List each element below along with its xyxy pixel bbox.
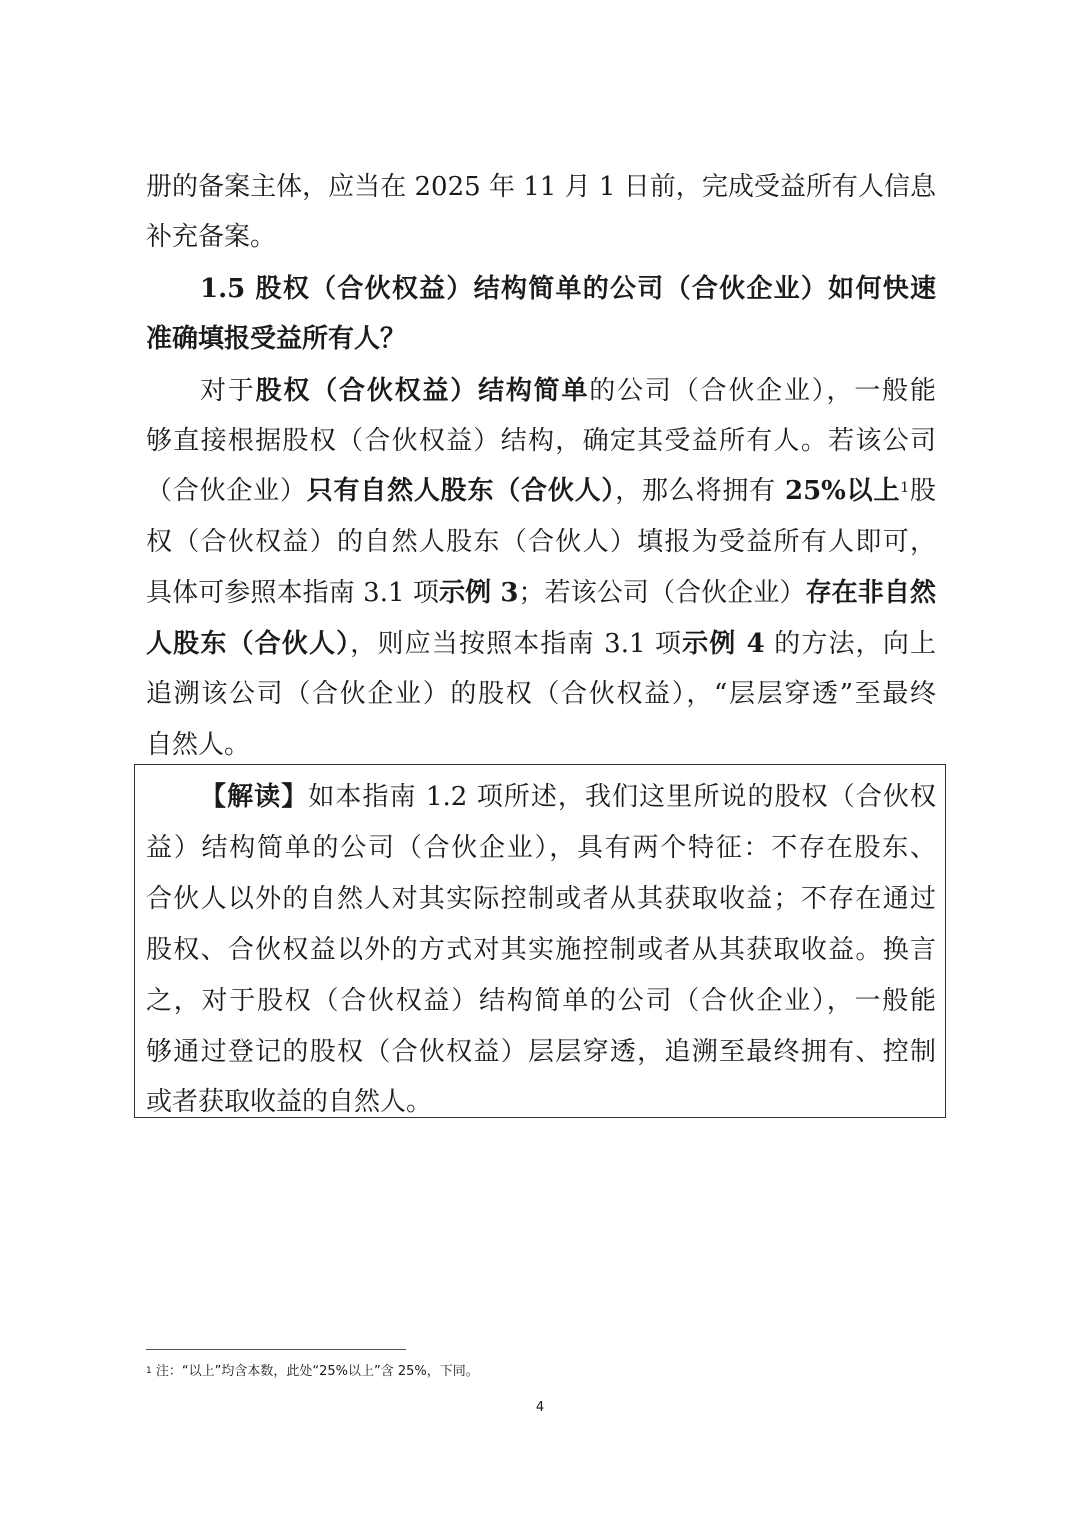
body-line: 够直接根据股权（合伙权益）结构，确定其受益所有人。若该公司 [146, 426, 936, 456]
box-line: 股权、合伙权益以外的方式对其实施控制或者从其获取收益。换言 [146, 935, 936, 965]
footnote-separator [146, 1349, 406, 1350]
footnote-mark: 1 [146, 1366, 152, 1376]
footnote-ref: 1 [900, 480, 910, 496]
body-line: 权（合伙权益）的自然人股东（合伙人）填报为受益所有人即可， [146, 527, 936, 557]
box-line: 或者获取收益的自然人。 [146, 1087, 433, 1117]
body-line: 对于股权（合伙权益）结构简单的公司（合伙企业），一般能 [200, 376, 936, 406]
box-line: 之，对于股权（合伙权益）结构简单的公司（合伙企业），一般能 [146, 986, 936, 1016]
interpretation-label: 【解读】 [200, 782, 309, 812]
box-line: 益）结构简单的公司（合伙企业），具有两个特征：不存在股东、 [146, 833, 936, 863]
body-line: 自然人。 [146, 730, 251, 760]
body-line: 人股东（合伙人），则应当按照本指南 3.1 项示例 4 的方法，向上 [146, 629, 936, 659]
body-line: 追溯该公司（合伙企业）的股权（合伙权益），“层层穿透”至最终 [146, 679, 936, 709]
footnote: $^1$ 注：“以上”均含本数，此处“25%以上”含 25%，下同。 [146, 1364, 479, 1379]
section-heading-cont: 准确填报受益所有人？ [146, 324, 407, 354]
section-heading: 1.5 股权（合伙权益）结构简单的公司（合伙企业）如何快速 [200, 274, 936, 304]
box-line: 【解读】如本指南 1.2 项所述，我们这里所说的股权（合伙权 [200, 782, 936, 812]
page-number: 4 [535, 1400, 545, 1415]
body-line: 具体可参照本指南 3.1 项示例 3；若该公司（合伙企业）存在非自然 [146, 578, 936, 608]
body-line: （合伙企业）只有自然人股东（合伙人），那么将拥有 25%以上$^1$股 [146, 476, 936, 506]
text-line: 册的备案主体，应当在 2025 年 11 月 1 日前，完成受益所有人信息 [146, 172, 936, 202]
box-line: 够通过登记的股权（合伙权益）层层穿透，追溯至最终拥有、控制 [146, 1037, 936, 1067]
box-line: 合伙人以外的自然人对其实际控制或者从其获取收益；不存在通过 [146, 884, 936, 914]
text-line: 补充备案。 [146, 222, 277, 252]
